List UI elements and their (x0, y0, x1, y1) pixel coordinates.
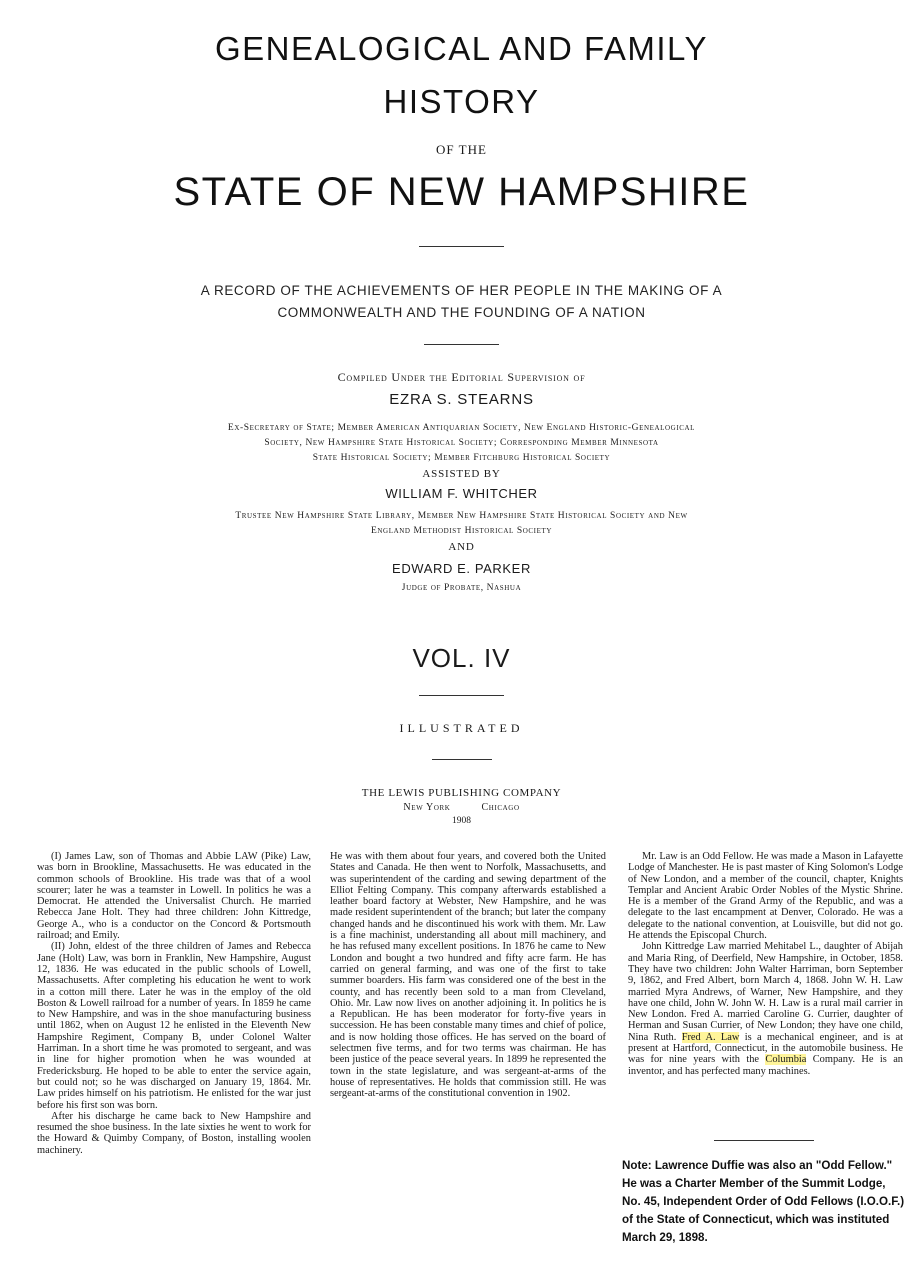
subtitle-line-2: COMMONWEALTH AND THE FOUNDING OF A NATION (277, 305, 646, 320)
editor-credentials-line-2: Society, New Hampshire State Historical Society; Corresponding Member Minnesota (264, 438, 659, 448)
assistant-1-name: WILLIAM F. WHITCHER (385, 486, 538, 501)
publisher-city-2: Chicago (481, 802, 520, 813)
publisher-locations (0, 802, 923, 813)
publication-year: 1908 (452, 816, 471, 826)
assisted-by: ASSISTED BY (422, 468, 501, 480)
title-line-2: HISTORY (383, 83, 540, 120)
paragraph-text: Company. He is an inventor, and has perfected many machines. (628, 1054, 903, 1077)
highlighted-name: Fred A. Law (681, 1031, 740, 1043)
paragraph: After his discharge he came back to New Hampshire and resumed the shoe business. In the late sixties he went to work for the Howard & Quimby Company, of Boston, installing woolen machinery. (37, 1110, 311, 1156)
assistant-2-role: Judge of Probate, Nashua (401, 583, 522, 593)
paragraph (628, 941, 903, 1077)
assistant-2-name: EDWARD E. PARKER (392, 561, 531, 576)
title-state: STATE OF NEW HAMPSHIRE (173, 170, 750, 214)
paragraph: He was with them about four years, and covered both the United States and Canada. He then went to Norfolk, Massachusetts, and was superintendent of the carding and sewing department of the Elliot Felting Company. This company afterwards established a leather board factory at Webster, New Hampshire, and he was made resident superintendent of the branch; but later the company changed hands and he discontinued his work with them. Mr. Law is a fine machinist, understanding all about mill machinery, and he has refused many excellent positions. In 1876 he came to New London and bought a two hundred and fifty acre farm. He has carried on general farming, and was one of the first to take summer boarders. His farm was considered one of the best in the county, and has recently been sold to a man from Cleveland, Ohio. Mr. Law now lives on another adjoining it. In politics he is a Republican. He has been moderator for forty-five years in succession. He has been constable many times and chief of police, and is now holding those offices. He has served on the board of selectmen five terms, and for two terms was chairman. He has been justice of the peace several years. In 1899 he represented the town in the state legislature, and was sergeant-at-arms of the house of representatives. He holds that commission still. He was sergeant-at-arms of the constitutional convention in 1902. (330, 851, 606, 1100)
publisher-city-1: New York (403, 802, 451, 813)
paragraph: Mr. Law is an Odd Fellow. He was made a Mason in Lafayette Lodge of Manchester. He is past master of King Solomon's Lodge of New London, and a member of the council, chapter, Knights Templar and Ancient Arabic Order Nobles of the Mystic Shrine. He is a member of the Grand Army of the Republic, and was a delegate to the last encampment at Denver, Colorado. He was a delegate to the national convention, at Louisville, but did not go. He attends the Episcopal Church. (628, 851, 903, 942)
assistant-1-role-line-1: Trustee New Hampshire State Library, Member New Hampshire State Historical Society and New (235, 511, 688, 521)
editor-credentials-line-3: State Historical Society; Member Fitchburg Historical Society (312, 453, 611, 463)
divider-rule (714, 1140, 814, 1141)
paragraph-text: is a mechanical engineer, and is at present at Hartford, Connecticut, in the automobile business. He was for nine years with the (628, 1031, 903, 1066)
divider-rule (419, 246, 504, 247)
highlighted-company: Columbia (765, 1054, 807, 1066)
annotation-note: Note: Lawrence Duffie was also an "Odd Fellow." He was a Charter Member of the Summit Lodge, No. 45, Independent Order of Odd Fellows (I.O.O.F.) of the State of Connecticut, which was instituted March 29, 1898. (622, 1159, 905, 1244)
illustrated-label: ILLUSTRATED (399, 721, 524, 735)
text-column-1 (37, 851, 311, 1156)
paragraph: (I) James Law, son of Thomas and Abbie LAW (Pike) Law, was born in Brookline, Massachusetts. He was educated in the common schools of Brookline. His trade was that of a wool scourer; later he was a teamster in Lowell. In politics he was a Democrat. He attended the Universalist Church. He married Rebecca Jane Holt. They had three children: John Kittredge, George A., who is a conductor on the Concord & Portsmouth railroad; and Emily. (37, 851, 311, 942)
assistant-1-role (0, 509, 923, 539)
divider-rule (419, 695, 504, 696)
paragraph: (II) John, eldest of the three children of James and Rebecca Jane (Holt) Law, was born in Franklin, New Hampshire, August 12, 1836. He was educated in the public schools of Lowell, Massachusetts. After completing his education he went to work in a cotton mill there. Later he was in the employ of the old Boston & Lowell railroad for a number of years. In 1859 he came to New Hampshire, and was in the shoe manufacturing business until 1862, when on August 12 he enlisted in the Eleventh New Hampshire Regiment, Company B, under Colonel Walter Harriman. In a short time he was promoted to sergeant, and was in line for higher promotion when he was wounded at Fredericksburg. He hoped to be able to enter the service again, but could not; so he was discharged on January 19, 1864. Mr. Law prides himself on his patriotism. He enlisted for the war just before his first son was born. (37, 941, 311, 1111)
subtitle (0, 280, 923, 324)
divider-rule (424, 344, 499, 345)
assistant-1-role-line-2: England Methodist Historical Society (371, 526, 552, 536)
editor-credentials (0, 421, 923, 466)
paragraph-text: John Kittredge Law married Mehitabel L., daughter of Abijah and Maria Ring, of Deerfield, New Hampshire, in October, 1858. They have two children: John Walter Harriman, born September 9, 1862, and Fred Albert, born March 4, 1868. John W. H. Law married Myra Andrews, of Warner, New Hampshire, and they have one child, John W. John W. H. Law is a rural mail carrier in New London. Fred A. married Caroline G. Currier, daughter of Herman and Susan Currier, of New London; they have one child, Nina Ruth. (628, 941, 903, 1043)
subtitle-line-1: A RECORD OF THE ACHIEVEMENTS OF HER PEOPLE IN THE MAKING OF A (200, 283, 723, 298)
volume-label: VOL. IV (412, 643, 511, 673)
compiled-line: Compiled Under the Editorial Supervision of (337, 370, 586, 384)
and-label: AND (448, 541, 475, 553)
editor-name: EZRA S. STEARNS (389, 391, 534, 408)
editor-credentials-line-1: Ex-Secretary of State; Member American Antiquarian Society, New England Historic-Genealogical (227, 423, 696, 433)
title-line-1: GENEALOGICAL AND FAMILY (215, 30, 708, 67)
text-column-3 (628, 851, 903, 1077)
text-column-2 (330, 851, 606, 1100)
publisher-name: THE LEWIS PUBLISHING COMPANY (361, 787, 562, 799)
title-of-the: OF THE (436, 142, 487, 157)
divider-rule (432, 759, 492, 760)
